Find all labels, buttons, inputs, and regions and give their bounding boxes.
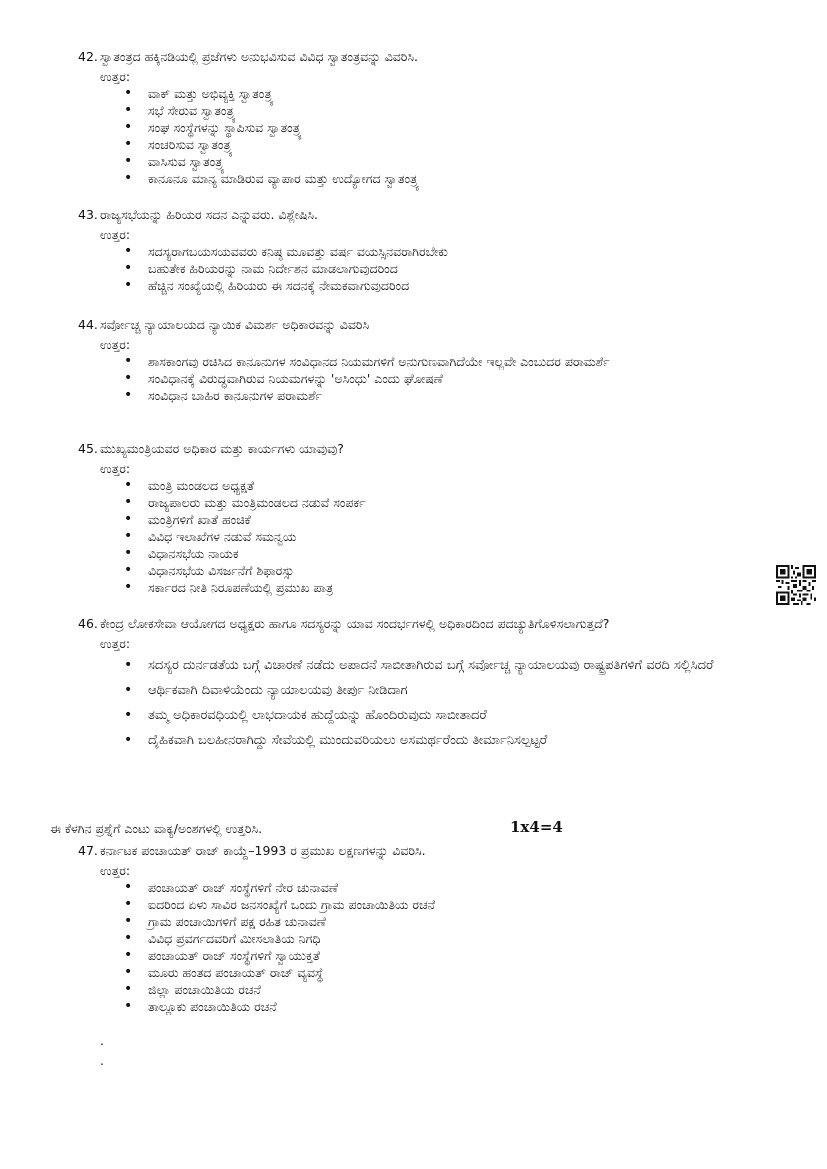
answer-list [124,243,738,294]
answer-label: ಉತ್ತರ: [100,69,131,84]
list-item: • ವಿಧಾನಸಭೆಯ ವಿಸರ್ಜನೆಗೆ ಶಿಫಾರಸ್ಸು [124,562,738,579]
list-item: • ಹೆಚ್ಚಿನ ಸಂಖ್ಯೆಯಲ್ಲಿ ಹಿರಿಯರು ಈ ಸದನಕ್ಕೆ ನೇಮಕವಾಗುವುದರಿಂದ [124,277,738,294]
list-item: • ಮಂತ್ರಿ ಮಂಡಲದ ಅಧ್ಯಕ್ಷತೆ [124,477,738,494]
list-item: • ಸದಸ್ಯರಾಗಬಯಸಯವವರು ಕನಿಷ್ಠ ಮೂವತ್ತು ವರ್ಷ ವಯಸ್ಸಿನವರಾಗಿರಬೇಕು [124,243,738,260]
question-number: 47. [78,843,98,858]
list-item: • ವಿವಿಧ ಪ್ರವರ್ಗದವರಿಗೆ ಮೀಸಲಾತಿಯ ನಿಗಧಿ [124,930,738,947]
answer-list [124,656,738,750]
qr-code-icon [776,565,816,605]
question-number: 45. [78,441,98,456]
trailing-dot: . [100,1034,104,1048]
section-marks: 1x4=4 [510,818,563,836]
question-text: ಸ್ವಾತಂತ್ರದ ಹಕ್ಕಿನಡಿಯಲ್ಲಿ ಪ್ರಜೆಗಳು ಅನುಭವಿಸುವ ವಿವಿಧ ಸ್ವಾತಂತ್ರವನ್ನು ವಿವರಿಸಿ. [100,49,419,64]
question-text: ಕರ್ನಾಟಕ ಪಂಚಾಯತ್ ರಾಜ್ ಕಾಯ್ದೆ–1993 ರ ಪ್ರಮುಖ ಲಕ್ಷಣಗಳನ್ನು ವಿವರಿಸಿ. [100,843,426,858]
list-item: • ಶಾಸಕಾಂಗವು ರಚಿಸಿದ ಕಾನೂನುಗಳ ಸಂವಿಧಾನದ ನಿಯಮಗಳಿಗೆ ಅನುಗುಣವಾಗಿದೆಯೇ ಇಲ್ಲವೇ ಎಂಬುದರ ಪರಾಮರ್ಶೆ [124,353,738,370]
list-item: • ಜಿಲ್ಲಾ ಪಂಚಾಯಿತಿಯ ರಚನೆ [124,981,738,998]
list-item: • ವಿಧಾನಸಭೆಯ ನಾಯಕ [124,545,738,562]
question-text: ಮುಖ್ಯಮಂತ್ರಿಯವರ ಅಧಿಕಾರ ಮತ್ತು ಕಾರ್ಯಗಳು ಯಾವುವು? [100,441,344,456]
answer-label: ಉತ್ತರ: [100,227,131,242]
question-42 [78,48,738,187]
answer-label: ಉತ್ತರ: [100,636,131,651]
trailing-dot: . [100,1054,104,1068]
list-item: • ಬಹುತೇಕ ಹಿರಿಯರನ್ನು ನಾಮ ನಿರ್ದೇಶನ ಮಾಡಲಾಗುವುದರಿಂದ [124,260,738,277]
question-47 [78,842,738,1015]
list-item: • ಆರ್ಥಿಕವಾಗಿ ದಿವಾಳಿಯೆಂದು ನ್ಯಾಯಾಲಯವು ತೀರ್ಪು ನೀಡಿದಾಗ [124,681,738,700]
section-instruction: ಈ ಕೆಳಗಿನ ಪ್ರಶ್ನೆಗೆ ಎಂಟು ವಾಕ್ಯ/ಅಂಶಗಳಲ್ಲಿ ಉತ್ತರಿಸಿ. [50,821,263,836]
answer-list [124,477,738,596]
question-text: ಸರ್ವೋಚ್ಚ ನ್ಯಾಯಾಲಯದ ನ್ಯಾಯಿಕ ವಿಮರ್ಶ ಅಧಿಕಾರವನ್ನು ವಿವರಿಸಿ [100,317,370,332]
answer-label: ಉತ್ತರ: [100,337,131,352]
list-item: • ಮೂರು ಹಂತದ ಪಂಚಾಯತ್ ರಾಜ್ ವ್ಯವಸ್ಥೆ [124,964,738,981]
list-item: • ದೈಹಿಕವಾಗಿ ಬಲಹೀನರಾಗಿದ್ದು ಸೇವೆಯಲ್ಲಿ ಮುಂದುವರಿಯಲು ಅಸಮರ್ಥರೆಂದು ತೀರ್ಮಾನಿಸಲ್ಪಟ್ಟರೆ [124,731,738,750]
list-item: • ತಾಲ್ಲೂಕು ಪಂಚಾಯಿತಿಯ ರಚನೆ [124,998,738,1015]
question-number: 42. [78,49,98,64]
list-item: • ಐದರಿಂದ ಏಳು ಸಾವಿರ ಜನಸಂಖ್ಯೆಗೆ ಒಂದು ಗ್ರಾಮ ಪಂಚಾಯಿತಿಯ ರಚನೆ [124,896,738,913]
list-item: • ಗ್ರಾಮ ಪಂಚಾಯಿಗಳಿಗೆ ಪಕ್ಷ ರಹಿತ ಚುನಾವಣೆ [124,913,738,930]
answer-list [124,879,738,1015]
list-item: • ವಾಸಿಸುವ ಸ್ವಾತಂತ್ರ್ಯ [124,153,738,170]
list-item: • ಸಂಘ ಸಂಸ್ಥೆಗಳನ್ನು ಸ್ಥಾಪಿಸುವ ಸ್ವಾತಂತ್ರ್ಯ [124,119,738,136]
list-item: • ಸದಸ್ಯರ ದುರ್ನಡತೆಯ ಬಗ್ಗೆ ವಿಚಾರಣೆ ನಡೆದು ಅಪಾದನೆ ಸಾಬೀತಾಗಿರುವ ಬಗ್ಗೆ ಸರ್ವೋಚ್ಚ ನ್ಯಾಯಾಲಯವು ರಾಷ್ಟ್ರಪತಿಗಳಿಗೆ ವರದಿ ಸಲ್ಲಿಸಿದರೆ [124,656,738,675]
question-46 [78,615,738,756]
question-number: 46. [78,616,98,631]
list-item: • ವಿವಿಧ ಇಲಾಖೆಗಳ ನಡುವೆ ಸಮನ್ವಯ [124,528,738,545]
list-item: • ಸಂವಿಧಾನಕ್ಕೆ ವಿರುದ್ಧವಾಗಿರುವ ನಿಯಮಗಳನ್ನು 'ಅಸಿಂಧು' ಎಂದು ಘೋಷಣೆ [124,370,738,387]
question-43 [78,206,738,294]
list-item: • ಸಂಚರಿಸುವ ಸ್ವಾತಂತ್ರ್ಯ [124,136,738,153]
answer-label: ಉತ್ತರ: [100,863,131,878]
list-item: • ಸಂವಿಧಾನ ಬಾಹಿರ ಕಾನೂನುಗಳ ಪರಾಮರ್ಶೆ [124,387,738,404]
list-item: • ಪಂಚಾಯತ್ ರಾಜ್ ಸಂಸ್ಥೆಗಳಿಗೆ ಸ್ವಾಯುಕ್ತತೆ [124,947,738,964]
list-item: • ಸರ್ಕಾರದ ನೀತಿ ನಿರೂಪಣೆಯಲ್ಲಿ ಪ್ರಮುಖ ಪಾತ್ರ [124,579,738,596]
question-number: 43. [78,207,98,222]
answer-label: ಉತ್ತರ: [100,461,131,476]
question-number: 44. [78,317,98,332]
list-item: • ಮಂತ್ರಿಗಳಿಗೆ ಖಾತೆ ಹಂಚಿಕೆ [124,511,738,528]
list-item: • ತಮ್ಮ ಅಧಿಕಾರವಧಿಯಲ್ಲಿ ಲಾಭದಾಯಕ ಹುದ್ದೆಯನ್ನು ಹೊಂದಿರುವುದು ಸಾಬೀತಾದರೆ [124,706,738,725]
question-45 [78,440,738,596]
question-text: ಕೇಂದ್ರ ಲೋಕಸೇವಾ ಆಯೋಗದ ಅಧ್ಯಕ್ಷರು ಹಾಗೂ ಸದಸ್ಯರನ್ನು ಯಾವ ಸಂದರ್ಭಗಳಲ್ಲಿ ಅಧಿಕಾರದಿಂದ ಪದಚ್ಯುತಿಗೊಳಿಸಲಾಗುತ್ತದೆ? [100,616,610,631]
list-item: • ವಾಕ್ ಮತ್ತು ಅಭಿವ್ಯಕ್ತಿ ಸ್ವಾತಂತ್ರ್ಯ [124,85,738,102]
list-item: • ಕಾನೂನೂ ಮಾನ್ಯ ಮಾಡಿರುವ ವ್ಯಾಪಾರ ಮತ್ತು ಉದ್ಯೋಗದ ಸ್ವಾತಂತ್ರ್ಯ [124,170,738,187]
list-item: • ಪಂಚಾಯತ್ ರಾಜ್ ಸಂಸ್ಥೆಗಳಿಗೆ ನೇರ ಚುನಾವಣೆ [124,879,738,896]
question-text: ರಾಜ್ಯಸಭೆಯನ್ನು ಹಿರಿಯರ ಸದನ ಎನ್ನುವರು. ವಿಶ್ಲೇಷಿಸಿ. [100,207,319,222]
answer-list [124,353,738,404]
answer-list [124,85,738,187]
question-44 [78,316,738,404]
list-item: • ರಾಜ್ಯಪಾಲರು ಮತ್ತು ಮಂತ್ರಿಮಂಡಲದ ನಡುವೆ ಸಂಪರ್ಕ [124,494,738,511]
list-item: • ಸಭೆ ಸೇರುವ ಸ್ವಾತಂತ್ರ್ಯ [124,102,738,119]
